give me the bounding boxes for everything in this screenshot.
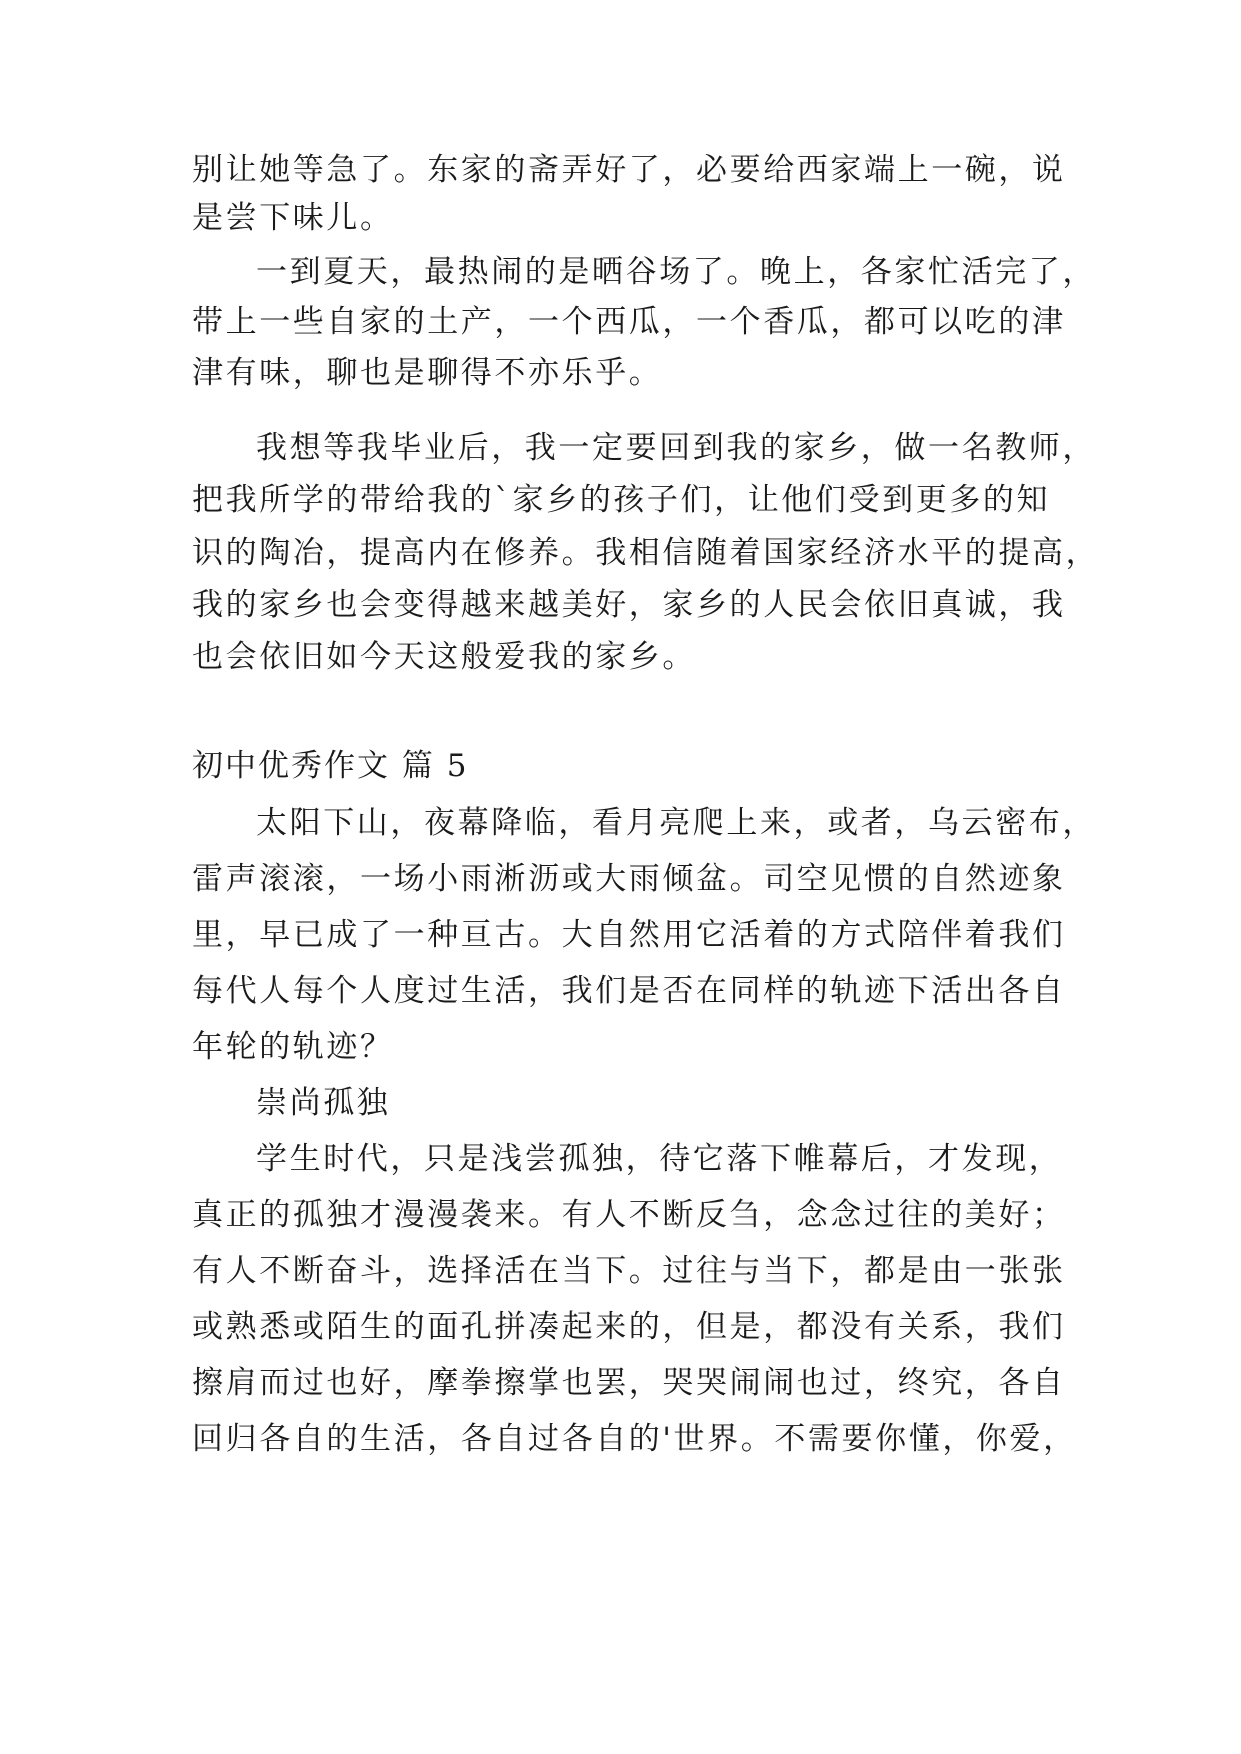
paragraph-line: 识的陶冶，提高内在修养。我相信随着国家经济水平的提高， [192,535,1100,571]
paragraph-line: 有人不断奋斗，选择活在当下。过往与当下，都是由一张张 [192,1253,1066,1289]
paragraph-line: 我的家乡也会变得越来越美好，家乡的人民会依旧真诚，我 [192,587,1066,623]
paragraph-line: 别让她等急了。东家的斋弄好了，必要给西家端上一碗，说 [192,152,1066,188]
subtitle: 崇尚孤独 [256,1085,391,1121]
paragraph-line: 或熟悉或陌生的面孔拼凑起来的，但是，都没有关系，我们 [192,1309,1066,1345]
paragraph-line: 擦肩而过也好，摩拳擦掌也罢，哭哭闹闹也过，终究，各自 [192,1365,1066,1401]
paragraph-line: 把我所学的带给我的`家乡的孩子们，让他们受到更多的知 [192,482,1051,518]
paragraph-line: 学生时代，只是浅尝孤独，待它落下帷幕后，才发现， [256,1141,1063,1177]
paragraph-line: 回归各自的生活，各自过各自的'世界。不需要你懂，你爱， [192,1421,1077,1457]
paragraph-line: 带上一些自家的土产，一个西瓜，一个香瓜，都可以吃的津 [192,304,1066,340]
paragraph-line: 雷声滚滚，一场小雨淅沥或大雨倾盆。司空见惯的自然迹象 [192,861,1066,897]
paragraph-line: 我想等我毕业后，我一定要回到我的家乡，做一名教师， [256,430,1096,466]
paragraph-line: 是尝下味儿。 [192,200,394,236]
section-heading: 初中优秀作文 篇 5 [192,748,469,784]
paragraph-line: 真正的孤独才漫漫袭来。有人不断反刍，念念过往的美好； [192,1197,1066,1233]
paragraph-line: 也会依旧如今天这般爱我的家乡。 [192,639,696,675]
paragraph-line: 每代人每个人度过生活，我们是否在同样的轨迹下活出各自 [192,973,1066,1009]
paragraph-line: 太阳下山，夜幕降临，看月亮爬上来，或者，乌云密布， [256,805,1096,841]
paragraph-line: 一到夏天，最热闹的是晒谷场了。晚上，各家忙活完了， [256,254,1096,290]
paragraph-line: 里，早已成了一种亘古。大自然用它活着的方式陪伴着我们 [192,917,1066,953]
paragraph-line: 津有味，聊也是聊得不亦乐乎。 [192,355,663,391]
paragraph-line: 年轮的轨迹？ [192,1029,394,1065]
